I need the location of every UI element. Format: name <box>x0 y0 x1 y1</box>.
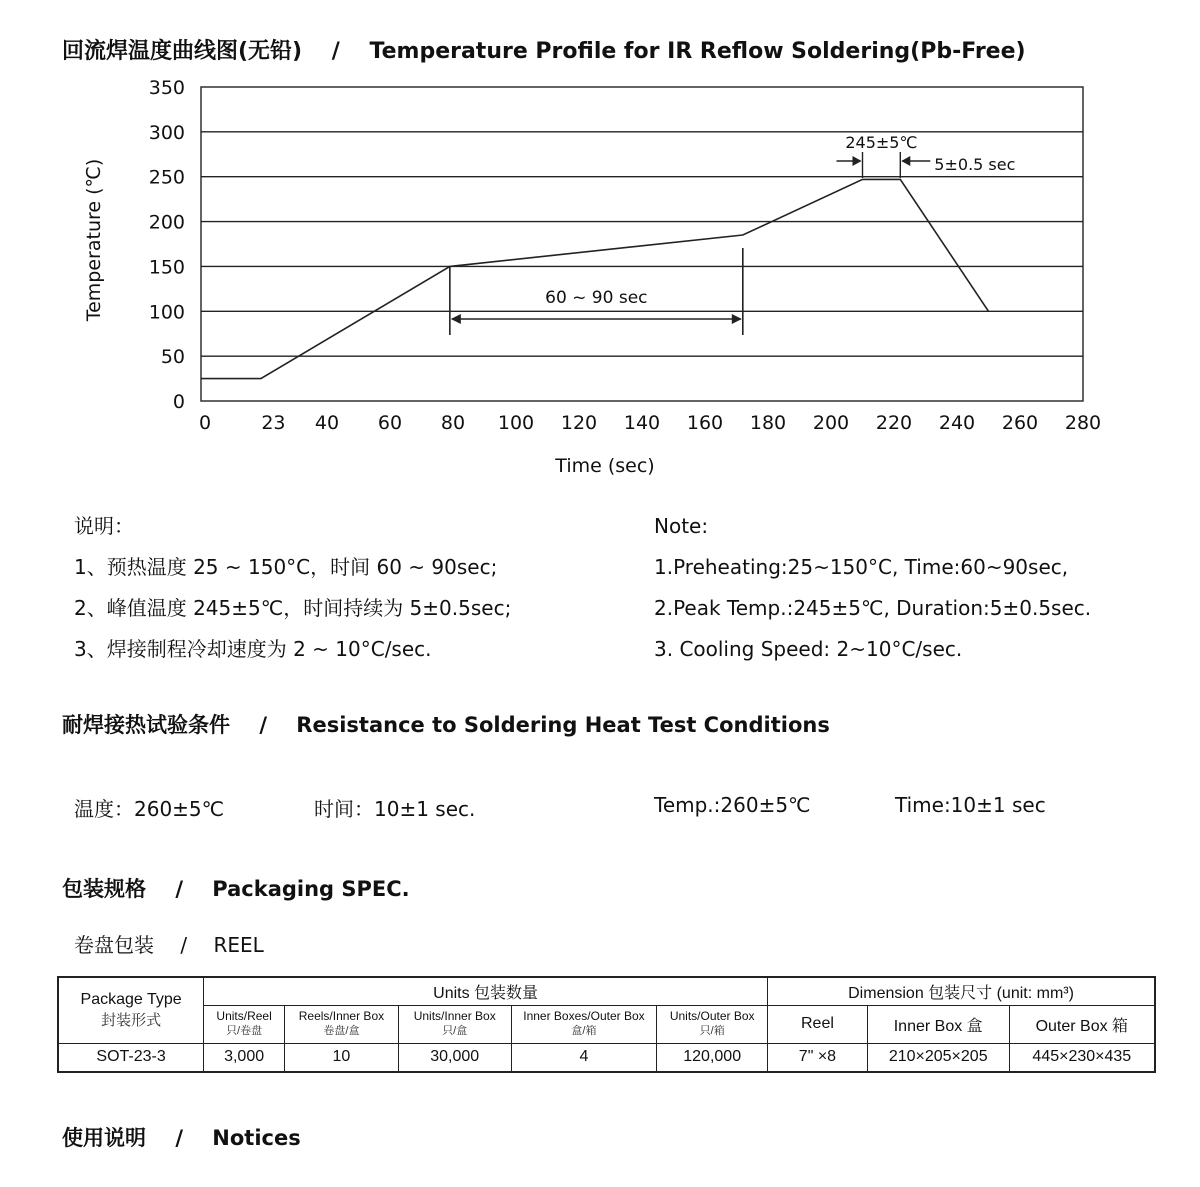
col-label: Inner Boxes/Outer Box <box>523 1009 645 1023</box>
cell-units-reel: 3,000 <box>204 1043 285 1072</box>
col-label: Reels/Inner Box <box>298 1009 385 1023</box>
y-tick-label: 0 <box>172 391 185 413</box>
cell-reels-inner: 10 <box>285 1043 399 1072</box>
table-subheader-row <box>58 1005 1155 1043</box>
cell-package: SOT-23-3 <box>58 1043 204 1072</box>
col-units-inner <box>398 1005 511 1043</box>
x-tick-label: 60 <box>377 412 403 434</box>
resistance-title-en: Resistance to Soldering Heat Test Conditions <box>296 713 830 737</box>
package-type-header <box>58 977 204 1043</box>
resistance-temp-cn: 温度：260±5℃ <box>74 797 225 821</box>
y-tick-label: 250 <box>148 166 185 189</box>
reflow-profile-chart <box>0 0 1200 490</box>
arrow-head-right <box>901 156 910 166</box>
y-tick-label: 300 <box>148 121 185 144</box>
col-label: Units/Outer Box <box>669 1009 755 1023</box>
notes-cn-line: 3、焊接制程冷却速度为 2 ~ 10°C/sec. <box>74 637 432 661</box>
packaging-subtitle <box>74 929 264 958</box>
notes-en-line: 3. Cooling Speed: 2~10°C/sec. <box>654 637 963 661</box>
notices-title-cn: 使用说明 <box>62 1126 146 1150</box>
resistance-time-cn: 时间：10±1 sec. <box>314 797 476 821</box>
x-tick-label: 100 <box>497 412 535 434</box>
profile-title-en: Temperature Profile for IR Reflow Soldering(Pb-Free) <box>369 39 1026 64</box>
col-label-cn: 只/箱 <box>699 1025 725 1037</box>
cell-units-inner: 30,000 <box>398 1043 511 1072</box>
x-tick-label: 260 <box>1001 412 1039 434</box>
cell-reel: 7" ×8 <box>768 1043 868 1072</box>
x-tick-label: 220 <box>875 412 913 434</box>
title-separator: / <box>175 1126 183 1150</box>
arrow-head-left <box>451 314 461 324</box>
notes-cn-line: 1、预热温度 25 ~ 150°C，时间 60 ~ 90sec; <box>74 555 498 579</box>
col-outer-box: Outer Box 箱 <box>1009 1005 1155 1043</box>
notices-title <box>62 1122 301 1152</box>
col-label-cn: 盒/箱 <box>571 1025 597 1037</box>
x-tick-label: 180 <box>749 412 787 434</box>
y-tick-label: 50 <box>160 346 185 369</box>
arrow-head-left <box>853 156 862 166</box>
col-units-outer <box>657 1005 768 1043</box>
packaging-title-en: Packaging SPEC. <box>212 877 410 901</box>
title-separator: / <box>331 39 340 64</box>
notes-en-line: 2.Peak Temp.:245±5℃, Duration:5±0.5sec. <box>654 596 1092 620</box>
x-tick-label: 120 <box>560 412 598 434</box>
y-tick-labels <box>149 77 185 413</box>
y-tick-label: 150 <box>148 256 185 279</box>
peak-time-label: 5±0.5 sec <box>934 155 1016 174</box>
notes-cn-line: 2、峰值温度 245±5℃，时间持续为 5±0.5sec; <box>74 596 512 620</box>
units-header: Units 包装数量 <box>204 977 768 1005</box>
packaging-sub-en: REEL <box>213 933 264 957</box>
package-type-cn: 封装形式 <box>101 1011 162 1029</box>
notes-en-title: Note: <box>654 514 709 538</box>
profile-title-cn: 回流焊温度曲线图(无铅) <box>62 39 303 64</box>
dimension-header: Dimension 包装尺寸 (unit: mm³) <box>768 977 1155 1005</box>
sub-separator: / <box>180 933 188 957</box>
cell-outer-box: 445×230×435 <box>1009 1043 1155 1072</box>
packaging-sub-cn: 卷盘包装 <box>74 933 154 957</box>
col-label-cn: 卷盘/盒 <box>323 1025 360 1037</box>
table-row <box>58 1043 1155 1072</box>
col-units-reel <box>204 1005 285 1043</box>
x-tick-label: 80 <box>440 412 466 434</box>
col-reel: Reel <box>768 1005 868 1043</box>
x-tick-label: 200 <box>812 412 850 434</box>
col-label: Units/Inner Box <box>413 1009 496 1023</box>
resistance-title-cn: 耐焊接热试验条件 <box>62 713 230 737</box>
x-tick-label: 23 <box>261 412 286 434</box>
peak-temp-label: 245±5℃ <box>845 133 918 152</box>
cell-units-outer: 120,000 <box>657 1043 768 1072</box>
chart-grid <box>201 87 1083 401</box>
col-inner-box: Inner Box 盒 <box>867 1005 1009 1043</box>
preheat-duration-label: 60 ~ 90 sec <box>545 288 648 308</box>
arrow-head-right <box>732 314 742 324</box>
x-tick-label: 160 <box>686 412 724 434</box>
x-tick-label: 280 <box>1064 412 1102 434</box>
resistance-temp-en: Temp.:260±5℃ <box>654 793 811 817</box>
package-type-label: Package Type <box>80 990 182 1008</box>
y-axis-label: Temperature (℃) <box>83 158 105 322</box>
col-label-cn: 只/卷盘 <box>226 1025 263 1037</box>
resistance-time-en: Time:10±1 sec <box>895 793 1046 817</box>
cell-inner-outer: 4 <box>511 1043 657 1072</box>
table-header-row <box>58 977 1155 1005</box>
y-tick-label: 100 <box>148 301 185 324</box>
title-separator: / <box>175 877 183 901</box>
notes-cn-title: 说明： <box>74 514 134 538</box>
col-reels-inner <box>285 1005 399 1043</box>
notes-en <box>654 506 1091 670</box>
plot-frame <box>201 87 1083 401</box>
packaging-table <box>57 976 1156 1073</box>
x-tick-label: 240 <box>938 412 976 434</box>
x-tick-label: 40 <box>314 412 340 434</box>
x-tick-labels <box>199 412 1101 434</box>
temperature-profile-line <box>201 179 989 378</box>
col-inner-outer <box>511 1005 657 1043</box>
x-tick-label: 140 <box>623 412 661 434</box>
chart-annotations <box>450 133 1016 335</box>
cell-inner-box: 210×205×205 <box>867 1043 1009 1072</box>
notices-title-en: Notices <box>212 1126 301 1150</box>
packaging-title-cn: 包装规格 <box>62 877 146 901</box>
x-axis-label: Time (sec) <box>555 455 655 477</box>
resistance-title <box>62 709 830 739</box>
col-label-cn: 只/盒 <box>442 1025 468 1037</box>
title-separator: / <box>259 713 267 737</box>
notes-en-line: 1.Preheating:25~150°C, Time:60~90sec, <box>654 555 1069 579</box>
y-tick-label: 200 <box>148 211 185 234</box>
packaging-title <box>62 873 410 903</box>
notes-cn <box>74 506 511 670</box>
x-tick-label: 0 <box>198 412 212 434</box>
y-tick-label: 350 <box>148 77 185 99</box>
col-label: Units/Reel <box>216 1009 272 1023</box>
